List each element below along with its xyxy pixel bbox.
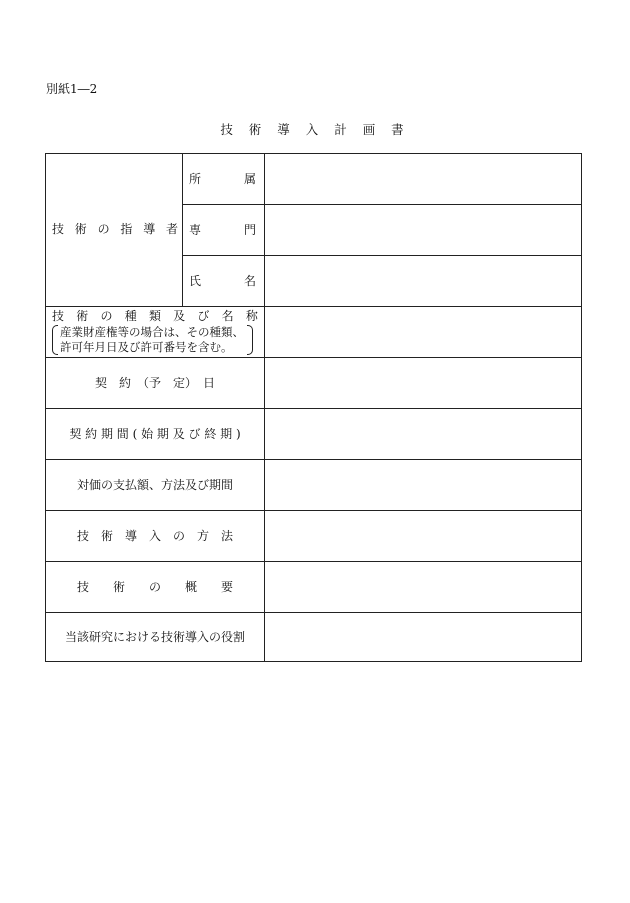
contract-period-value[interactable] (264, 409, 581, 459)
tech-overview-label: 技 術 の 概 要 (76, 579, 233, 594)
tech-type-value[interactable] (264, 307, 581, 357)
field-name-label: 氏 名 (189, 274, 256, 288)
annex-label: 別紙1―2 (46, 82, 98, 96)
tech-type-note-line2: 許可年月日及び許可番号を含む。 (60, 340, 233, 354)
field-affiliation-label: 所 属 (189, 172, 256, 186)
introduction-method-value[interactable] (264, 511, 581, 561)
payment-label: 対価の支払額、方法及び期間 (76, 477, 233, 492)
field-specialty-label: 専 門 (189, 223, 256, 237)
introduction-method-label: 技 術 導 入 の 方 法 (76, 528, 233, 543)
left-bracket (52, 325, 58, 355)
field-affiliation-value[interactable] (264, 154, 581, 204)
tech-type-label-cell (46, 307, 264, 357)
plan-form-table (45, 153, 582, 662)
research-role-label: 当該研究における技術導入の役割 (64, 629, 245, 644)
research-role-value[interactable] (264, 613, 581, 661)
tech-overview-value[interactable] (264, 562, 581, 612)
field-name-value[interactable] (264, 256, 581, 306)
right-bracket (247, 325, 253, 355)
tech-type-note-line1: 産業財産権等の場合は、その種類、 (60, 325, 244, 339)
sublabel-divider (182, 154, 183, 306)
instructor-label: 技 術 の 指 導 者 (52, 222, 178, 236)
contract-period-label: 契 約 期 間 ( 始 期 及 び 終 期 ) (69, 426, 241, 441)
payment-value[interactable] (264, 460, 581, 510)
contract-date-label: 契 約 （予 定） 日 (94, 375, 215, 390)
tech-type-label: 技 術 の 種 類 及 び 名 称 (52, 309, 258, 323)
tech-type-note (52, 325, 253, 355)
document-title: 技 術 導 入 計 画 書 (220, 122, 410, 137)
contract-date-value[interactable] (264, 358, 581, 408)
field-specialty-value[interactable] (264, 205, 581, 255)
